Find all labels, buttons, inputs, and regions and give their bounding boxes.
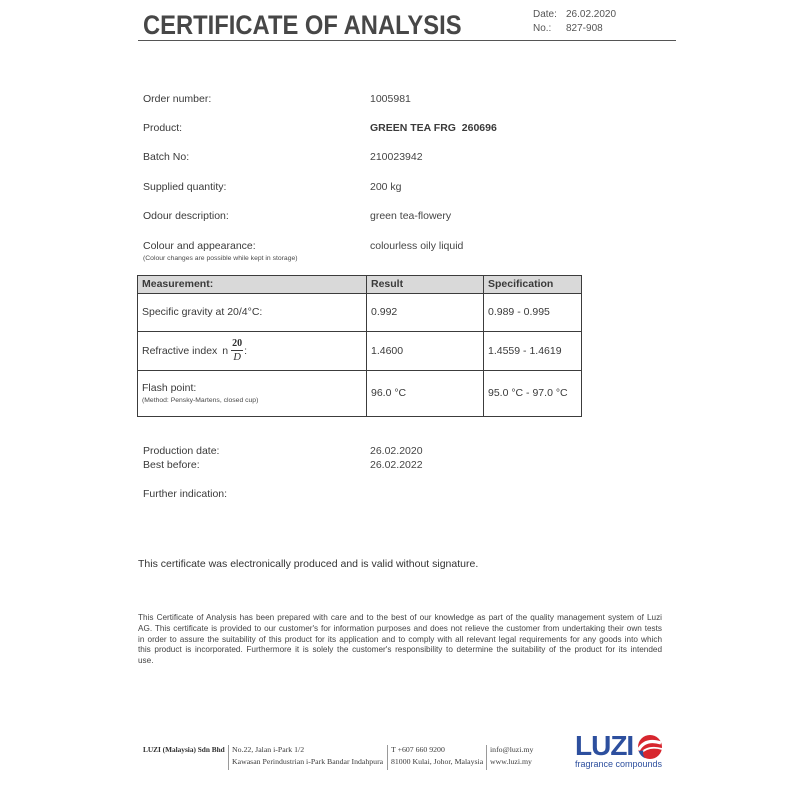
specific-gravity-measurement-cell: Specific gravity at 20/4°C: [138, 294, 367, 332]
date-label: Date: [533, 9, 557, 20]
luzi-swirl-icon [636, 734, 664, 760]
specific-gravity-specification-cell: 0.989 - 0.995 [484, 294, 582, 332]
certificate-number-value: 827-908 [566, 23, 603, 34]
supplied-quantity-label: Supplied quantity: [143, 181, 227, 193]
disclaimer-line: This Certificate of Analysis has been prepared with care and to the best of our knowledge as part of the quality management system of Luzi [138, 613, 662, 622]
odour-description-value: green tea-flowery [370, 210, 452, 222]
best-before-label: Best before: [143, 459, 200, 471]
refractive-index-temperature: 20 [232, 338, 243, 349]
footer-address-line2: Kawasan Perindustrian i-Park Bandar Indahpura [232, 757, 384, 766]
production-date-label: Production date: [143, 445, 220, 457]
footer-city: 81000 Kulai, Johor, Malaysia [391, 757, 484, 766]
order-number-value: 1005981 [370, 93, 411, 105]
supplied-quantity-value: 200 kg [370, 181, 402, 193]
refractive-index-result-cell: 1.4600 [367, 332, 484, 371]
refractive-index-specification-cell: 1.4559 - 1.4619 [484, 332, 582, 371]
disclaimer-line: in order to assure the suitability of this product for its application and to comply with all relevant legal requirements for any goods into which [138, 634, 662, 644]
refractive-index-fraction [231, 339, 243, 363]
logo-wordmark: LUZI [575, 730, 634, 761]
measurement-table [137, 275, 582, 417]
validity-statement: This certificate was electronically produced and is valid without signature. [138, 558, 479, 570]
flash-point-measurement-cell [138, 371, 367, 417]
footer-separator [228, 745, 229, 770]
flash-point-method: (Method: Pensky-Martens, closed cup) [142, 397, 259, 404]
header-divider [138, 40, 676, 41]
colour-appearance-value: colourless oily liquid [370, 240, 464, 252]
refractive-index-measurement-cell [138, 332, 367, 371]
disclaimer-paragraph [138, 613, 662, 667]
footer-phone: T +607 660 9200 [391, 745, 445, 754]
footer-company-name: LUZI (Malaysia) Sdn Bhd [143, 745, 225, 754]
batch-number-label: Batch No: [143, 151, 190, 163]
specific-gravity-result-cell: 0.992 [367, 294, 484, 332]
flash-point-result-cell: 96.0 °C [367, 371, 484, 417]
product-label: Product: [143, 122, 183, 134]
table-header-measurement: Measurement: [138, 276, 367, 294]
date-value: 26.02.2020 [566, 9, 617, 20]
table-header-specification: Specification [484, 276, 582, 294]
product-value: GREEN TEA FRG 260696 [370, 122, 497, 134]
refractive-index-label: Refractive index [142, 344, 218, 357]
batch-number-value: 210023942 [370, 151, 423, 163]
refractive-index-sodium-line: D [233, 352, 241, 363]
colour-appearance-label: Colour and appearance: [143, 240, 256, 252]
flash-point-label: Flash point: [142, 382, 197, 394]
flash-point-specification-cell: 95.0 °C - 97.0 °C [484, 371, 582, 417]
disclaimer-line: this product is incorporated. Furthermore it is solely the customer's responsibility to determine the suitability of the product for its intended [138, 645, 662, 655]
best-before-value: 26.02.2022 [370, 459, 423, 471]
logo-tagline: fragrance compounds [575, 759, 663, 769]
certificate-number-label: No.: [533, 23, 552, 34]
footer-separator [387, 745, 388, 770]
refractive-index-symbol: n [222, 344, 229, 357]
disclaimer-line: AG. This certificate is provided to our customer's for information purposes and does not relieve the customer from undertaking their own tests [138, 623, 662, 633]
table-header-result: Result [367, 276, 484, 294]
disclaimer-line: use. [138, 656, 154, 666]
footer-website: www.luzi.my [490, 757, 532, 766]
further-indication-label: Further indication: [143, 488, 228, 500]
footer-separator [486, 745, 487, 770]
refractive-index-formula [142, 339, 247, 363]
colour-appearance-note: (Colour changes are possible while kept in storage) [143, 255, 298, 262]
refractive-index-colon: : [244, 344, 248, 357]
order-number-label: Order number: [143, 93, 212, 105]
production-date-value: 26.02.2020 [370, 445, 423, 457]
document-title: CERTIFICATE OF ANALYSIS [143, 10, 462, 40]
odour-description-label: Odour description: [143, 210, 229, 222]
footer-address-line1: No.22, Jalan i-Park 1/2 [232, 745, 305, 754]
footer-email: info@luzi.my [490, 745, 534, 754]
